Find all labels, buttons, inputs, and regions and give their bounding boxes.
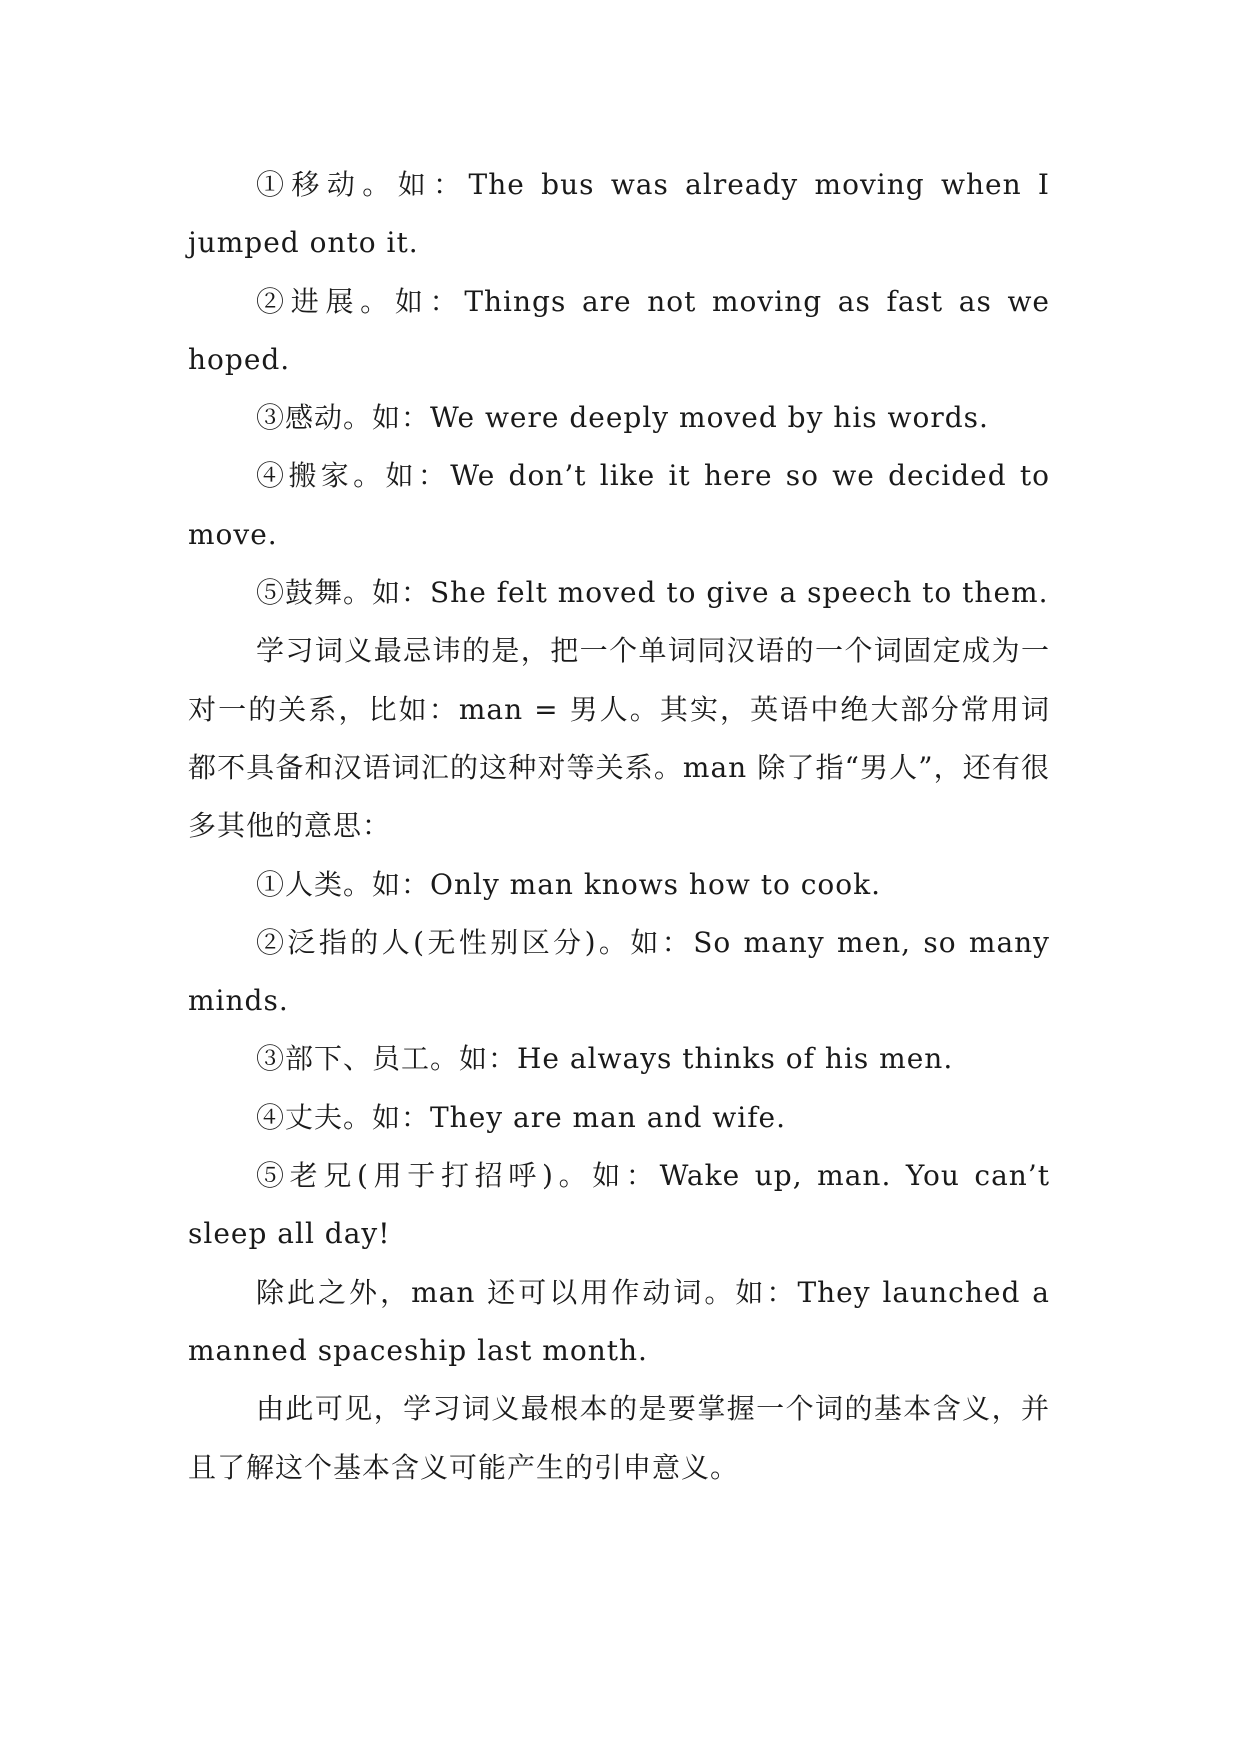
paragraph-move-sense-3: ③感动。如：We were deeply moved by his words. xyxy=(256,401,989,435)
paragraph-man-sense-4: ④丈夫。如：They are man and wife. xyxy=(256,1100,787,1134)
document-body xyxy=(188,156,1050,1497)
paragraph-man-sense-3: ③部下、员工。如：He always thinks of his men. xyxy=(256,1042,954,1076)
paragraph-man-sense-1: ①人类。如：Only man knows how to cook. xyxy=(256,867,881,901)
paragraph-man-sense-5: ⑤老兄(用于打招呼)。如：Wake up, man. You can’t sleep all day! xyxy=(188,1159,1050,1251)
paragraph-move-sense-2: ②进展。如：Things are not moving as fast as we hoped. xyxy=(188,284,1050,376)
paragraph-word-meaning-intro: 学习词义最忌讳的是，把一个单词同汉语的一个词固定成为一对一的关系，比如：man = 男人。其实，英语中绝大部分常用词都不具备和汉语词汇的这种对等关系。man 除了指“男人”，还有很多其他的意思： xyxy=(188,634,1050,843)
paragraph-man-as-verb: 除此之外，man 还可以用作动词。如：They launched a manned spaceship last month. xyxy=(188,1275,1050,1367)
paragraph-move-sense-5: ⑤鼓舞。如：She felt moved to give a speech to them. xyxy=(256,576,1049,610)
paragraph-conclusion: 由此可见，学习词义最根本的是要掌握一个词的基本含义，并且了解这个基本含义可能产生的引申意义。 xyxy=(188,1392,1050,1484)
paragraph-man-sense-2: ②泛指的人(无性别区分)。如：So many men, so many minds. xyxy=(188,925,1050,1018)
paragraph-move-sense-4: ④搬家。如：We don’t like it here so we decided to move. xyxy=(188,459,1050,551)
paragraph-move-sense-1: ①移动。如：The bus was already moving when I jumped onto it. xyxy=(188,168,1050,260)
